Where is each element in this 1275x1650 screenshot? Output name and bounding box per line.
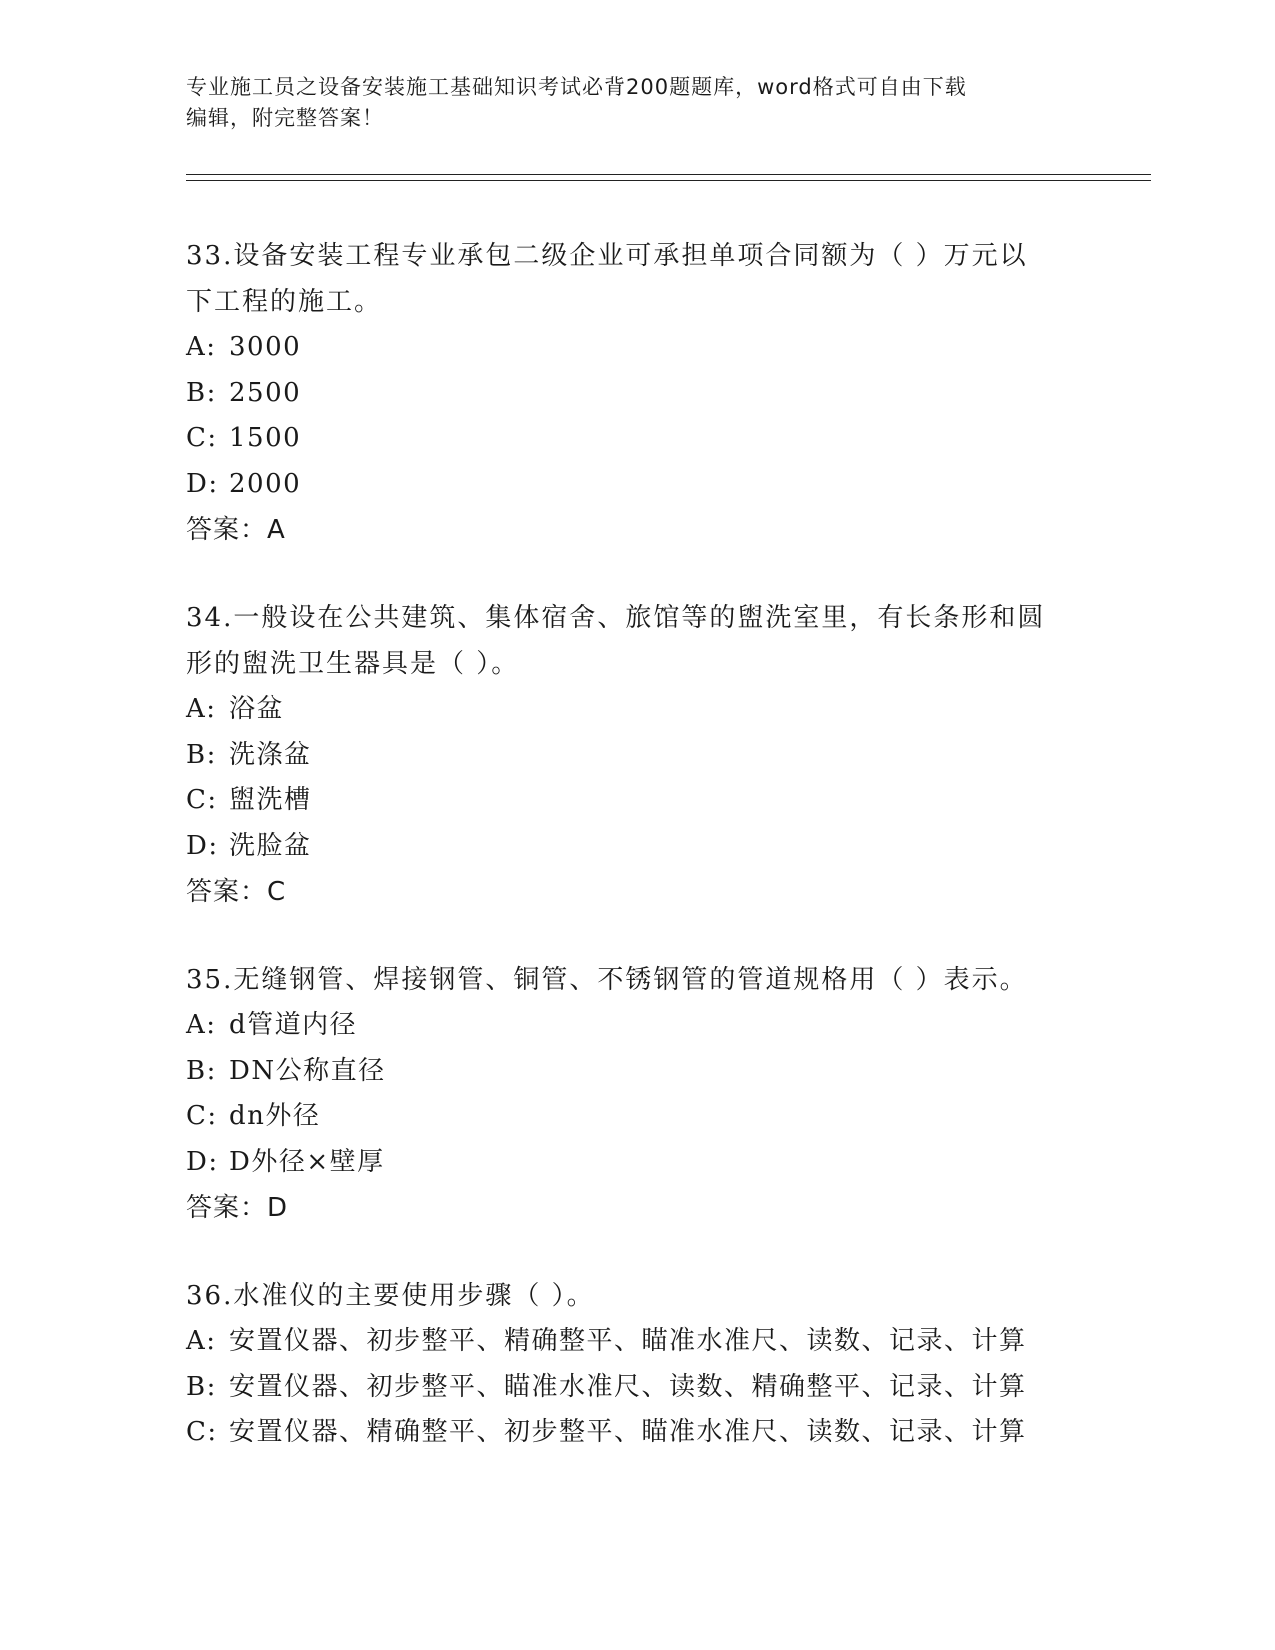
option-text: D外径×壁厚 [229, 1146, 385, 1177]
option-letter: B: [186, 1371, 217, 1402]
option-letter: C: [186, 1101, 218, 1131]
option-text: DN公称直径 [229, 1055, 386, 1086]
option-letter: D: [186, 830, 219, 861]
option-text: 3000 [229, 332, 302, 362]
option-text: 2500 [229, 377, 302, 408]
option-letter: C: [186, 785, 218, 815]
option-letter: A: [186, 1326, 217, 1356]
option-c [186, 1094, 1086, 1140]
question-stem [186, 233, 1086, 325]
option-d [186, 1140, 1086, 1186]
question-stem-line-1: 33.设备安装工程专业承包二级企业可承担单项合同额为（ ）万元以 [186, 241, 1028, 271]
question-stem [186, 595, 1086, 687]
option-text: 洗脸盆 [229, 830, 312, 861]
option-text: 洗涤盆 [229, 739, 312, 770]
option-a [186, 325, 1086, 371]
option-text: 浴盆 [229, 694, 285, 724]
option-c [186, 1410, 1086, 1456]
option-c [186, 778, 1086, 824]
question-stem-line-1: 36.水准仪的主要使用步骤（ ）。 [186, 1281, 595, 1311]
option-a [186, 1319, 1086, 1365]
option-letter: A: [186, 332, 217, 362]
option-text: 安置仪器、精确整平、初步整平、瞄准水准尺、读数、记录、计算 [229, 1417, 1027, 1447]
option-a [186, 1003, 1086, 1049]
option-letter: B: [186, 377, 217, 408]
option-text: dn外径 [229, 1101, 321, 1131]
answer-line: 答案：D [186, 1193, 289, 1223]
question-35 [186, 957, 1086, 1231]
question-stem-line-2: 下工程的施工。 [186, 287, 383, 317]
option-b [186, 1365, 1086, 1411]
question-33 [186, 233, 1086, 553]
header-title-line-1: 专业施工员之设备安装施工基础知识考试必背200题题库，word格式可自由下载 [186, 75, 967, 99]
header-divider-bottom [186, 180, 1151, 181]
question-36 [186, 1273, 1086, 1456]
option-b [186, 733, 1086, 779]
option-letter: A: [186, 1010, 217, 1040]
option-text: 安置仪器、初步整平、瞄准水准尺、读数、精确整平、记录、计算 [229, 1371, 1027, 1402]
option-letter: D: [186, 1146, 219, 1177]
option-b [186, 371, 1086, 417]
question-stem-line-1: 34.一般设在公共建筑、集体宿舍、旅馆等的盥洗室里，有长条形和圆 [186, 603, 1046, 633]
option-text: 2000 [229, 468, 302, 499]
option-letter: D: [186, 468, 219, 499]
question-stem-line-2: 形的盥洗卫生器具是（ ）。 [186, 649, 520, 679]
question-stem [186, 1273, 1086, 1319]
option-text: 安置仪器、初步整平、精确整平、瞄准水准尺、读数、记录、计算 [229, 1326, 1027, 1356]
option-text: 1500 [229, 423, 302, 453]
question-list [186, 233, 1086, 1498]
option-text: d管道内径 [229, 1010, 358, 1040]
option-letter: A: [186, 694, 217, 724]
option-letter: C: [186, 423, 218, 453]
answer-line: 答案：C [186, 877, 287, 907]
option-letter: B: [186, 739, 217, 770]
question-stem-line-1: 35.无缝钢管、焊接钢管、铜管、不锈钢管的管道规格用（ ）表示。 [186, 965, 1028, 995]
question-stem [186, 957, 1086, 1003]
option-letter: B: [186, 1055, 217, 1086]
option-d [186, 462, 1086, 508]
answer-line: 答案：A [186, 515, 286, 545]
document-header [186, 72, 1086, 134]
header-divider-top [186, 174, 1151, 175]
option-d [186, 824, 1086, 870]
option-c [186, 416, 1086, 462]
question-34 [186, 595, 1086, 915]
option-a [186, 687, 1086, 733]
option-text: 盥洗槽 [229, 785, 312, 815]
option-b [186, 1049, 1086, 1095]
option-letter: C: [186, 1417, 218, 1447]
header-title-line-2: 编辑，附完整答案！ [186, 106, 384, 130]
